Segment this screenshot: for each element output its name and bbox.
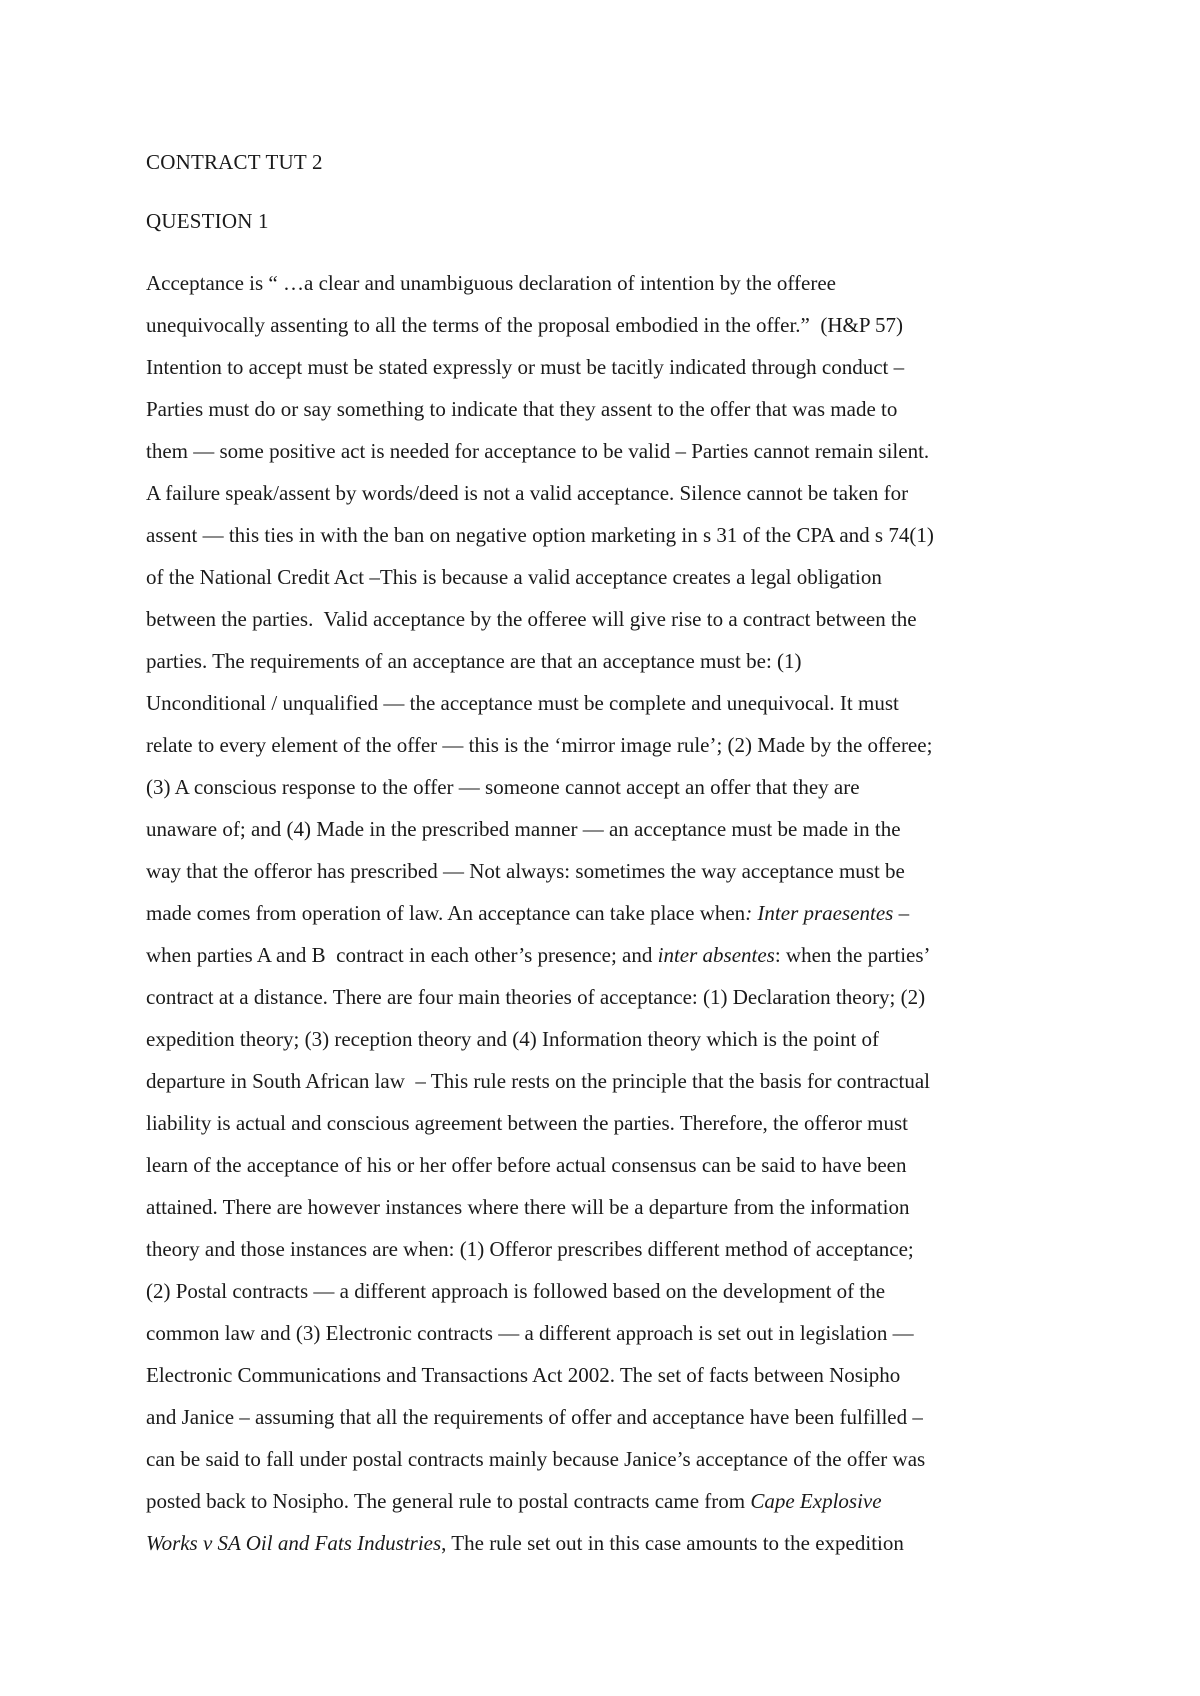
- text-segment: –: [893, 901, 910, 925]
- paragraph-line: [146, 598, 1066, 640]
- italic-text: : Inter praesentes: [745, 901, 894, 925]
- text-segment: Unconditional / unqualified — the acceptance must be complete and unequivocal. It must: [146, 691, 899, 715]
- text-segment: learn of the acceptance of his or her offer before actual consensus can be said to have been: [146, 1153, 907, 1177]
- text-segment: Intention to accept must be stated expressly or must be tacitly indicated through conduct –: [146, 355, 905, 379]
- paragraph-line: [146, 640, 1066, 682]
- paragraph-line: [146, 1312, 1066, 1354]
- text-segment: theory and those instances are when: (1) Offeror prescribes different method of acceptance;: [146, 1237, 914, 1261]
- text-segment: (3) A conscious response to the offer — someone cannot accept an offer that they are: [146, 775, 860, 799]
- text-segment: and Janice – assuming that all the requirements of offer and acceptance have been fulfilled –: [146, 1405, 923, 1429]
- paragraph-line: [146, 388, 1066, 430]
- paragraph-line: [146, 1186, 1066, 1228]
- text-segment: contract at a distance. There are four main theories of acceptance: (1) Declaration theory; (2): [146, 985, 926, 1009]
- paragraph-line: [146, 472, 1066, 514]
- paragraph-line: [146, 1228, 1066, 1270]
- text-segment: attained. There are however instances where there will be a departure from the information: [146, 1195, 910, 1219]
- paragraph-line: [146, 262, 1066, 304]
- text-segment: : when the parties’: [774, 943, 931, 967]
- text-segment: can be said to fall under postal contracts mainly because Janice’s acceptance of the offer was: [146, 1447, 926, 1471]
- text-segment: expedition theory; (3) reception theory and (4) Information theory which is the point of: [146, 1027, 880, 1051]
- paragraph-line: [146, 556, 1066, 598]
- text-segment: relate to every element of the offer — this is the ‘mirror image rule’; (2) Made by the offeree;: [146, 733, 933, 757]
- paragraph-line: [146, 850, 1066, 892]
- text-segment: parties. The requirements of an acceptance are that an acceptance must be: (1): [146, 649, 802, 673]
- document-title: CONTRACT TUT 2: [146, 150, 323, 174]
- paragraph-line: [146, 976, 1066, 1018]
- paragraph-line: [146, 1018, 1066, 1060]
- text-segment: made comes from operation of law. An acceptance can take place when: [146, 901, 746, 925]
- text-segment: A failure speak/assent by words/deed is not a valid acceptance. Silence cannot be taken for: [146, 481, 909, 505]
- paragraph-line: [146, 1480, 1066, 1522]
- text-segment: unaware of; and (4) Made in the prescribed manner — an acceptance must be made in the: [146, 817, 901, 841]
- paragraph-line: [146, 1270, 1066, 1312]
- text-segment: common law and (3) Electronic contracts — a different approach is set out in legislation —: [146, 1321, 914, 1345]
- paragraph-line: [146, 724, 1066, 766]
- paragraph-line: [146, 1396, 1066, 1438]
- paragraph-line: [146, 766, 1066, 808]
- paragraph-line: [146, 346, 1066, 388]
- paragraph-line: [146, 1354, 1066, 1396]
- text-segment: (2) Postal contracts — a different approach is followed based on the development of the: [146, 1279, 886, 1303]
- text-segment: posted back to Nosipho. The general rule to postal contracts came from: [146, 1489, 751, 1513]
- text-segment: , The rule set out in this case amounts to the expedition: [441, 1531, 904, 1555]
- paragraph-line: [146, 1102, 1066, 1144]
- answer-paragraph: [146, 262, 1066, 1564]
- text-segment: of the National Credit Act –This is because a valid acceptance creates a legal obligation: [146, 565, 882, 589]
- text-segment: Parties must do or say something to indicate that they assent to the offer that was made to: [146, 397, 898, 421]
- paragraph-line: [146, 430, 1066, 472]
- text-segment: when parties A and B contract in each other’s presence; and: [146, 943, 658, 967]
- question-heading: QUESTION 1: [146, 209, 269, 233]
- paragraph-line: [146, 682, 1066, 724]
- italic-text: Works v SA Oil and Fats Industries: [146, 1531, 442, 1555]
- paragraph-line: [146, 1060, 1066, 1102]
- text-segment: between the parties. Valid acceptance by the offeree will give rise to a contract between the: [146, 607, 917, 631]
- text-segment: unequivocally assenting to all the terms of the proposal embodied in the offer.” (H&P 57): [146, 313, 903, 337]
- text-segment: departure in South African law – This rule rests on the principle that the basis for contractual: [146, 1069, 930, 1093]
- text-segment: Electronic Communications and Transactions Act 2002. The set of facts between Nosipho: [146, 1363, 901, 1387]
- paragraph-line: [146, 1144, 1066, 1186]
- text-segment: liability is actual and conscious agreement between the parties. Therefore, the offeror must: [146, 1111, 908, 1135]
- paragraph-line: [146, 1438, 1066, 1480]
- italic-text: inter absentes: [657, 943, 775, 967]
- text-segment: assent — this ties in with the ban on negative option marketing in s 31 of the CPA and s 74(1): [146, 523, 934, 547]
- text-segment: way that the offeror has prescribed — Not always: sometimes the way acceptance must be: [146, 859, 905, 883]
- text-segment: them — some positive act is needed for acceptance to be valid – Parties cannot remain silent.: [146, 439, 930, 463]
- paragraph-line: [146, 514, 1066, 556]
- paragraph-line: [146, 892, 1066, 934]
- paragraph-line: [146, 1522, 1066, 1564]
- text-segment: Acceptance is “ …a clear and unambiguous declaration of intention by the offeree: [146, 271, 836, 295]
- italic-text: Cape Explosive: [750, 1489, 882, 1513]
- paragraph-line: [146, 808, 1066, 850]
- paragraph-line: [146, 304, 1066, 346]
- paragraph-line: [146, 934, 1066, 976]
